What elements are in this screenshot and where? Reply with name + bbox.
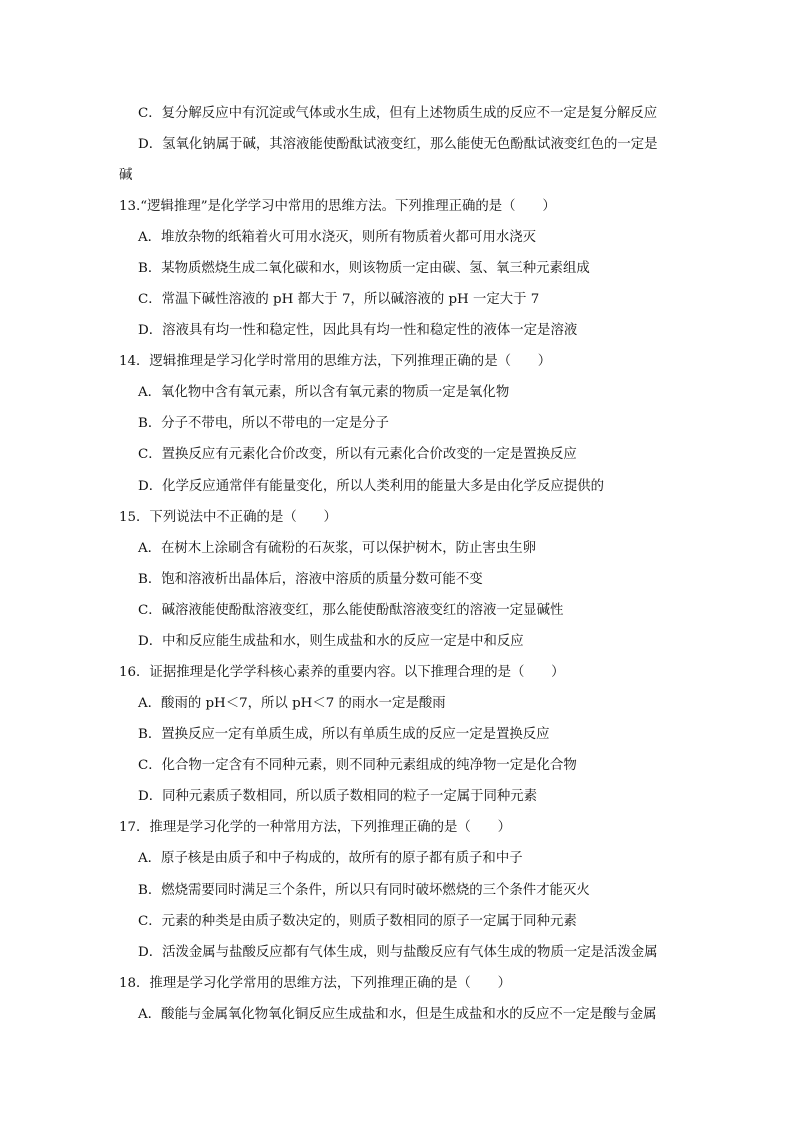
option-line: A．酸雨的 pH＜7，所以 pH＜7 的雨水一定是酸雨 [138, 696, 446, 711]
option-line: B．饱和溶液析出晶体后，溶液中溶质的质量分数可能不变 [138, 572, 483, 587]
question-stem: 16．证据推理是化学学科核心素养的重要内容。以下推理合理的是（ ） [119, 665, 565, 680]
option-line: A．在树木上涂刷含有硫粉的石灰浆，可以保护树木，防止害虫生卵 [138, 541, 536, 556]
option-line: D．同种元素质子数相同，所以质子数相同的粒子一定属于同种元素 [138, 789, 538, 804]
question-stem: 13.“逻辑推理”是化学学习中常用的思维方法。下列推理正确的是（ ） [119, 199, 556, 214]
question-stem: 17．推理是学习化学的一种常用方法，下列推理正确的是（ ） [119, 820, 511, 835]
option-line: B．分子不带电，所以不带电的一定是分子 [138, 416, 389, 431]
option-line: B．燃烧需要同时满足三个条件，所以只有同时破坏燃烧的三个条件才能灭火 [138, 883, 590, 898]
option-line: A．堆放杂物的纸箱着火可用水浇灭，则所有物质着火都可用水浇灭 [138, 230, 536, 245]
question-stem: 18．推理是学习化学常用的思维方法，下列推理正确的是（ ） [119, 976, 511, 991]
option-line: C．元素的种类是由质子数决定的，则质子数相同的原子一定属于同种元素 [138, 914, 577, 929]
option-line: C．化合物一定含有不同种元素，则不同种元素组成的纯净物一定是化合物 [138, 758, 577, 773]
option-line: B．置换反应一定有单质生成，所以有单质生成的反应一定是置换反应 [138, 727, 550, 742]
option-line: D．化学反应通常伴有能量变化，所以人类利用的能量大多是由化学反应提供的 [138, 479, 605, 494]
option-line: D．中和反应能生成盐和水，则生成盐和水的反应一定是中和反应 [138, 634, 524, 649]
question-stem: 14．逻辑推理是学习化学时常用的思维方法，下列推理正确的是（ ） [119, 354, 552, 369]
question-stem: 15．下列说法中不正确的是（ ） [119, 510, 337, 525]
option-line: C．常温下碱性溶液的 pH 都大于 7，所以碱溶液的 pH 一定大于 7 [138, 292, 540, 307]
option-line: D．活泼金属与盐酸反应都有气体生成，则与盐酸反应有气体生成的物质一定是活泼金属 [138, 945, 658, 960]
continuation-line: 碱 [119, 168, 133, 183]
option-line: C．碱溶液能使酚酞溶液变红，那么能使酚酞溶液变红的溶液一定显碱性 [138, 603, 564, 618]
option-line: D．溶液具有均一性和稳定性，因此具有均一性和稳定性的液体一定是溶液 [138, 323, 578, 338]
option-line: B．某物质燃烧生成二氧化碳和水，则该物质一定由碳、氢、氧三种元素组成 [138, 261, 590, 276]
option-line: C．置换反应有元素化合价改变，所以有元素化合价改变的一定是置换反应 [138, 447, 577, 462]
option-line: C．复分解反应中有沉淀或气体或水生成，但有上述物质生成的反应不一定是复分解反应 [138, 106, 658, 121]
option-line: A．氧化物中含有氧元素，所以含有氧元素的物质一定是氧化物 [138, 385, 510, 400]
option-line: A．酸能与金属氧化物氧化铜反应生成盐和水，但是生成盐和水的反应不一定是酸与金属 [138, 1007, 657, 1022]
option-line: A．原子核是由质子和中子构成的，故所有的原子都有质子和中子 [138, 851, 523, 866]
option-line: D．氢氧化钠属于碱，其溶液能使酚酞试液变红，那么能使无色酚酞试液变红色的一定是 [138, 137, 658, 152]
